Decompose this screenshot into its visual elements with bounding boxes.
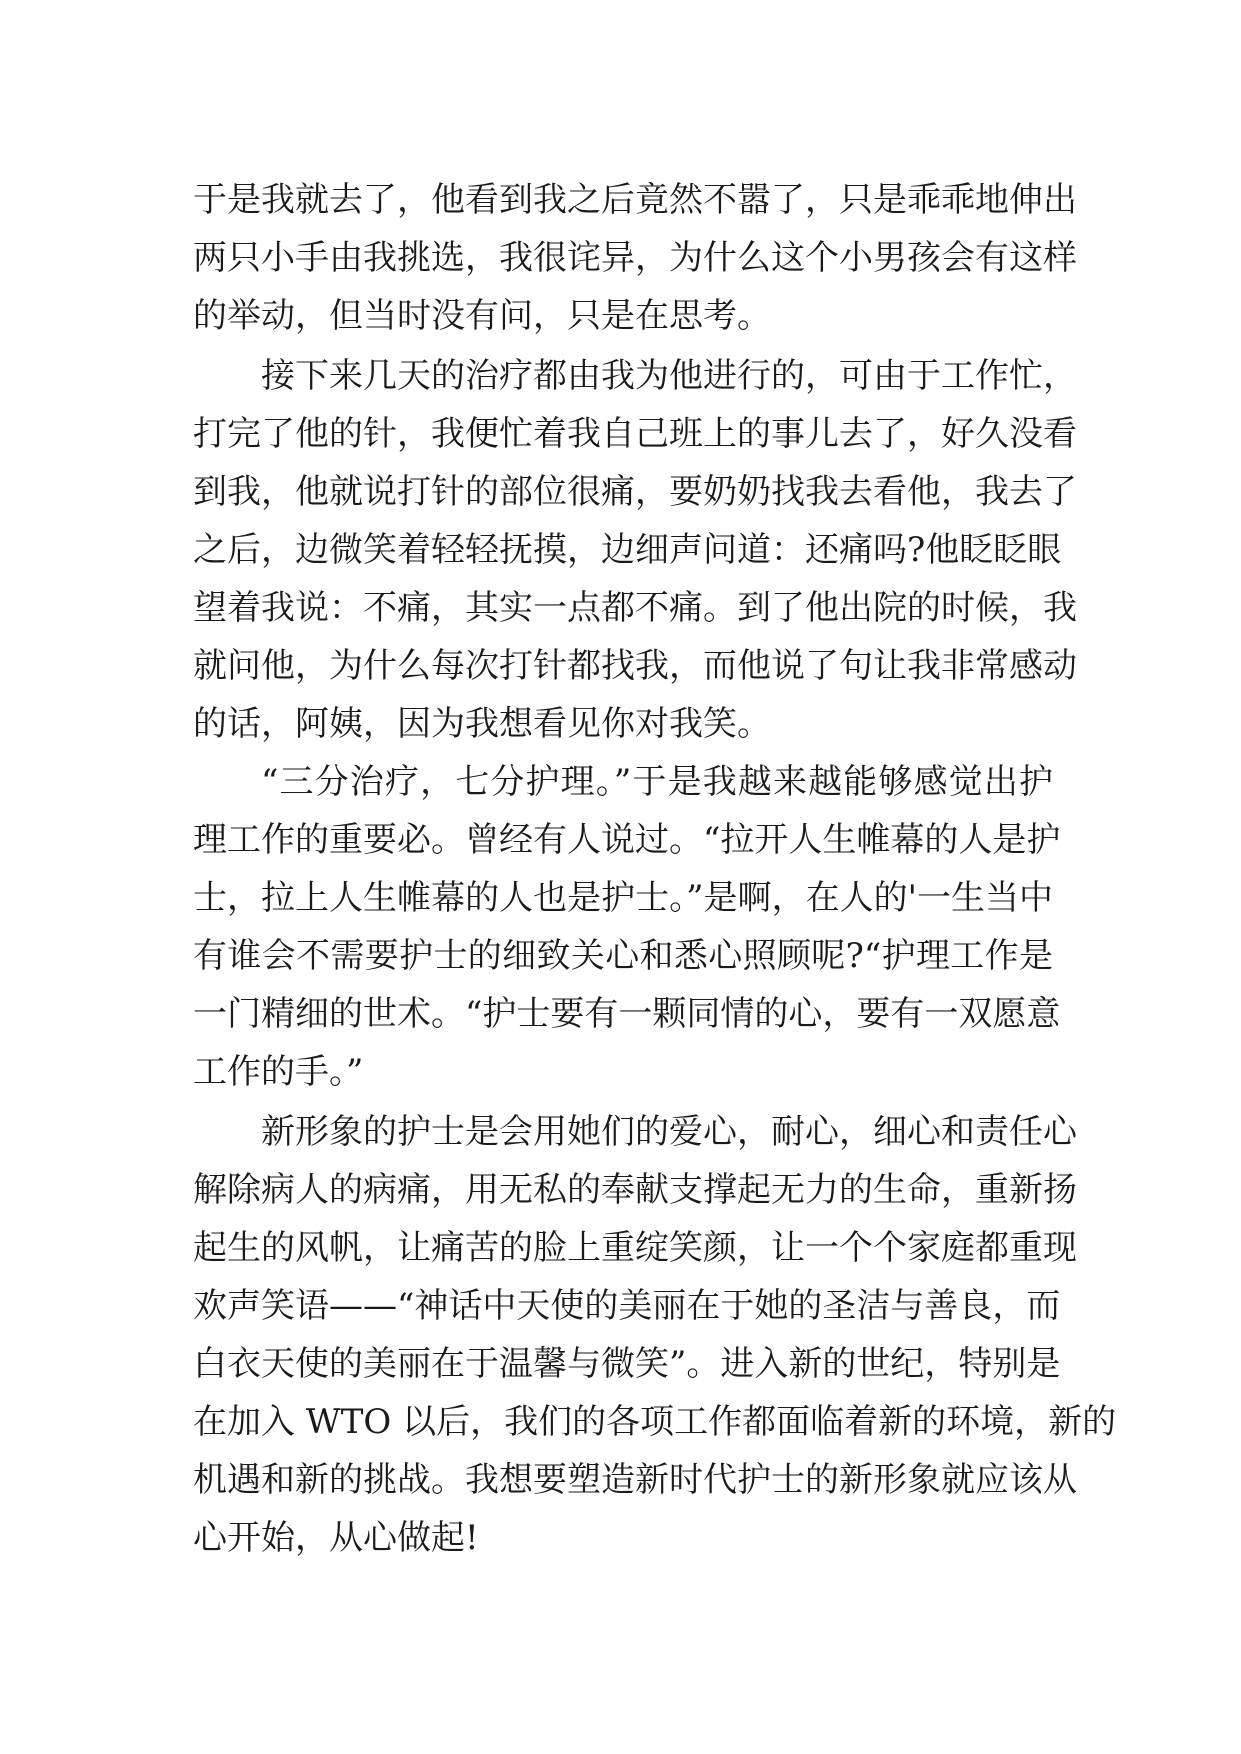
text-line: 工作的手。” [193,1052,364,1092]
text-line: 心开始，从心做起! [193,1518,479,1558]
text-line: 望着我说：不痛，其实一点都不痛。到了他出院的时候，我 [193,588,1077,628]
text-line: 起生的风帆，让痛苦的脸上重绽笑颜，让一个个家庭都重现 [193,1228,1077,1268]
text-line: 白衣天使的美丽在于温馨与微笑”。进入新的世纪，特别是 [193,1344,1061,1384]
text-line: 在加入 WTO 以后，我们的各项工作都面临着新的环境，新的 [193,1402,1117,1442]
text-line: 士，拉上人生帷幕的人也是护士。”是啊，在人的'一生当中 [193,878,1053,918]
text-line: 两只小手由我挑选，我很诧异，为什么这个小男孩会有这样 [193,238,1077,278]
text-line: 就问他，为什么每次打针都找我，而他说了句让我非常感动 [193,646,1077,686]
text-line: 机遇和新的挑战。我想要塑造新时代护士的新形象就应该从 [193,1460,1077,1500]
text-line: 于是我就去了，他看到我之后竟然不嚣了，只是乖乖地伸出 [193,180,1077,220]
text-line: 打完了他的针，我便忙着我自己班上的事儿去了，好久没看 [193,414,1077,454]
text-line: 之后，边微笑着轻轻抚摸，边细声问道：还痛吗?他眨眨眼 [193,530,1062,570]
text-line: 的举动，但当时没有问，只是在思考。 [193,296,771,336]
text-line: 理工作的重要必。曾经有人说过。“拉开人生帷幕的人是护 [193,820,1061,860]
text-line: 接下来几天的治疗都由我为他进行的，可由于工作忙， [261,356,1077,396]
text-line: “三分治疗，七分护理。”于是我越来越能够感觉出护 [261,762,1053,802]
text-line: 一门精细的世术。“护士要有一颗同情的心，要有一双愿意 [193,994,1061,1034]
text-line: 解除病人的病痛，用无私的奉献支撑起无力的生命，重新扬 [193,1170,1077,1210]
text-line: 新形象的护士是会用她们的爱心，耐心，细心和责任心 [261,1112,1077,1152]
text-line: 欢声笑语——“神话中天使的美丽在于她的圣洁与善良，而 [193,1286,1061,1326]
text-line: 到我，他就说打针的部位很痛，要奶奶找我去看他，我去了 [193,472,1077,512]
text-line: 有谁会不需要护士的细致关心和悉心照顾呢?“护理工作是 [193,936,1053,976]
text-line: 的话，阿姨，因为我想看见你对我笑。 [193,704,771,744]
